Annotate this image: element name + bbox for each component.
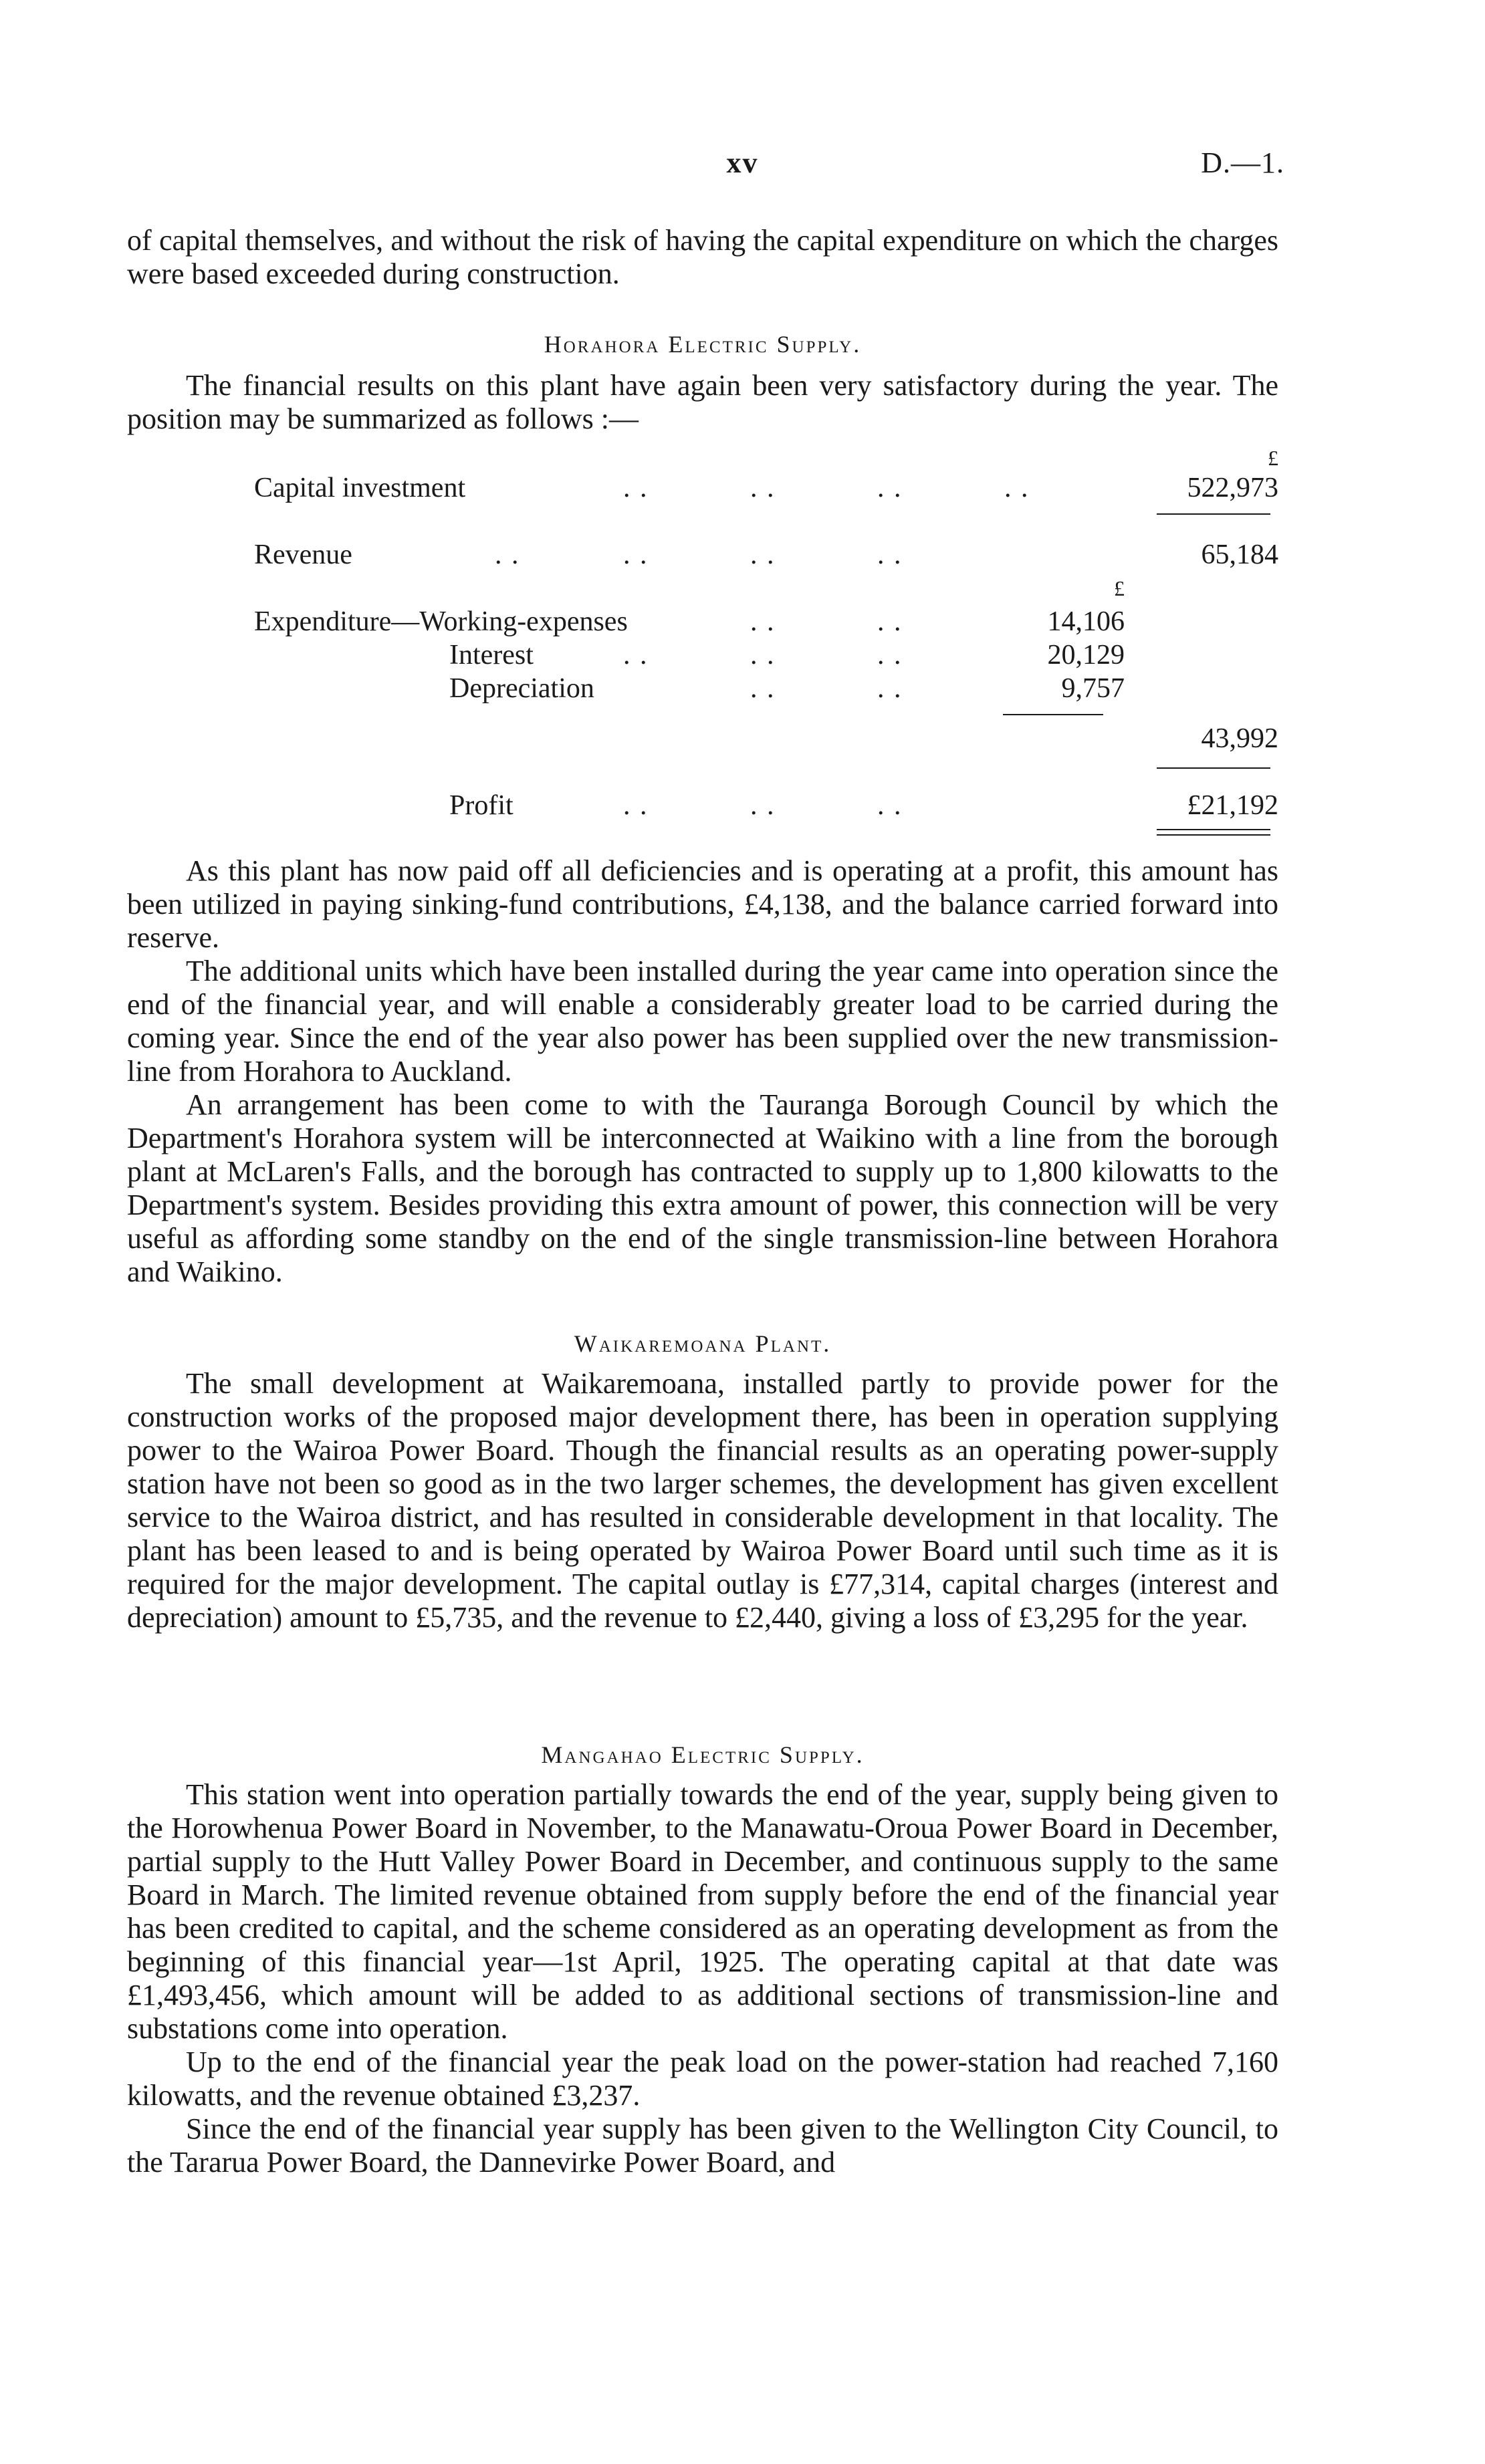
mangahao-para-3: Since the end of the financial year supply has been given to the Wellington City Council, to the Tararua Power Board, the Dannevirke Power Board, and	[127, 2112, 1278, 2179]
revenue-row: Revenue . . . . . . . . 65,184	[254, 539, 1278, 570]
depreciation-row: Depreciation . . . . 9,757	[449, 673, 1125, 704]
capital-label: Capital investment	[254, 473, 466, 503]
expenditure-total-row	[127, 722, 1278, 755]
currency-header-col2: £	[1268, 446, 1278, 470]
mangahao-para-2: Up to the end of the financial year the peak load on the power-station had reached 7,160 kilowatts, and the revenue obtained £3,237.	[127, 2046, 1278, 2112]
expenditure-total-rule	[1157, 767, 1270, 769]
horahora-section	[127, 328, 1278, 436]
page-header	[0, 146, 1485, 186]
waikaremoana-para-1: The small development at Waikaremoana, installed partly to provide power for the construction works of the proposed major development there, has been in operation supplying power to the Wairoa Power Board. Though the financial results as an operating power-supply station have not been so good as in the two larger schemes, the development has given excellent service to the Wairoa district, and has resulted in considerable development in that locality. The plant has been leased to and is being operated by Wairoa Power Board until such time as it is required for the major development. The capital outlay is £77,314, capital charges (interest and depreciation) amount to £5,735, and the revenue to £2,440, giving a loss of £3,295 for the year.	[127, 1367, 1278, 1634]
depreciation-value: 9,757	[1061, 673, 1125, 704]
capital-rule	[1157, 513, 1270, 515]
capital-row: Capital investment . . . . . . . . 522,973	[254, 473, 1278, 503]
profit-row: Profit . . . . . . £21,192	[449, 790, 1278, 821]
profit-label: Profit	[449, 790, 513, 821]
intro-paragraph: of capital themselves, and without the risk of having the capital expenditure on which the charges were based exceeded during construction.	[127, 224, 1278, 290]
expenditure-label: Expenditure—Working-expenses	[254, 606, 628, 637]
horahora-paragraphs	[127, 854, 1278, 1289]
depreciation-label: Depreciation	[449, 673, 594, 704]
working-expenses-value: 14,106	[1047, 606, 1125, 637]
profit-double-rule-top	[1157, 829, 1270, 830]
waikaremoana-heading: Waikaremoana Plant.	[574, 1330, 832, 1357]
currency-header-col1: £	[1114, 576, 1125, 600]
expenditure-subtotal-rule	[1003, 714, 1103, 715]
interest-label: Interest	[449, 640, 534, 670]
revenue-label: Revenue	[254, 539, 352, 570]
waikaremoana-section	[127, 1327, 1278, 1634]
expenditure-total-value: 43,992	[1201, 723, 1278, 754]
horahora-intro: The financial results on this plant have again been very satisfactory during the year. The position may be summarized as follows :—	[127, 369, 1278, 435]
horahora-para-3: An arrangement has been come to with the Tauranga Borough Council by which the Department's Horahora system will be interconnected at Waikino with a line from the borough plant at McLaren's Falls, and the borough has contracted to supply up to 1,800 kilowatts to the Department's system. Besides providing this extra amount of power, this connection will be very useful as affording some standby on the end of the single transmission-line between Horahora and Waikino.	[127, 1088, 1278, 1288]
interest-value: 20,129	[1047, 640, 1125, 670]
mangahao-para-1: This station went into operation partially towards the end of the year, supply being given to the Horowhenua Power Board in November, to the Manawatu-Oroua Power Board in December, partial supply to the Hutt Valley Power Board in December, and continuous supply to the same Board in March. The limited revenue obtained from supply before the end of the financial year has been credited to capital, and the scheme considered as an operating development as from the beginning of this financial year—1st April, 1925. The operating capital at that date was £1,493,456, which amount will be added to as additional sections of transmission-line and substations come into operation.	[127, 1778, 1278, 2045]
horahora-heading: Horahora Electric Supply.	[544, 331, 862, 358]
working-expenses-row: Expenditure—Working-expenses . . . . 14,106	[254, 606, 1125, 637]
intro-section	[127, 224, 1278, 291]
mangahao-heading: Mangahao Electric Supply.	[541, 1741, 865, 1768]
interest-row: Interest . . . . . . 20,129	[449, 640, 1125, 670]
page-number: xv	[726, 146, 759, 179]
horahora-para-1: As this plant has now paid off all deficiencies and is operating at a profit, this amount has been utilized in paying sinking-fund contributions, £4,138, and the balance carried forward into reserve.	[127, 854, 1278, 954]
capital-value: 522,973	[1187, 473, 1278, 503]
document-reference: D.—1.	[1201, 146, 1284, 179]
profit-value: £21,192	[1187, 790, 1278, 821]
revenue-value: 65,184	[1201, 539, 1278, 570]
mangahao-section	[127, 1738, 1278, 2179]
profit-double-rule-bottom	[1157, 834, 1270, 836]
horahora-para-2: The additional units which have been installed during the year came into operation since the end of the financial year, and will enable a considerably greater load to be carried during the coming year. Since the end of the year also power has been supplied over the new transmission-line from Horahora to Auckland.	[127, 955, 1278, 1088]
